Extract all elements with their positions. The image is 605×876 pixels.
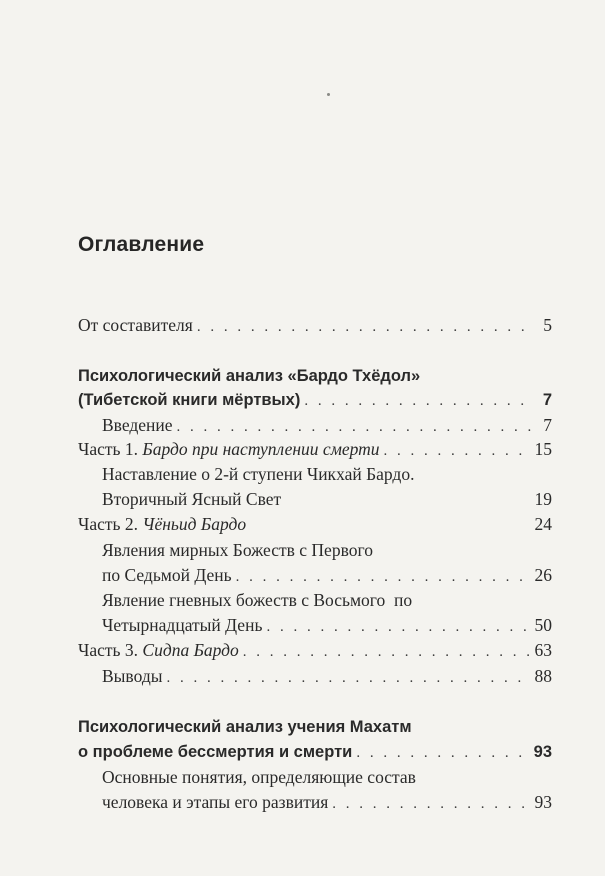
toc-entry-title [78,511,246,537]
toc-section-title: Психологический анализ учения Махатм [78,718,412,736]
toc-entry-chikhai-instruction-cont[interactable] [102,486,552,512]
toc-entry-chikhai-instruction[interactable] [102,461,552,487]
toc-entry-title [78,436,380,462]
page-dot [327,93,330,96]
toc-part-prefix: Часть 1. [78,439,143,459]
toc-entry-conclusions[interactable] [102,663,552,689]
toc-entry-part-2[interactable] [78,511,552,537]
toc-entry-mahatma-teaching[interactable] [78,714,552,740]
toc-part-italic-title: Бардо при наступлении смерти [142,439,380,459]
toc-page-number: 7 [542,391,552,409]
toc-entry-bardo-thodol-cont[interactable] [78,387,552,413]
toc-entry-title: Четырнадцатый День [102,615,263,635]
toc-page-number: 24 [534,514,552,534]
toc-page-number: 19 [534,489,552,509]
toc-entry-part-1[interactable] [78,436,552,462]
toc-page-number: 7 [543,415,552,435]
toc-entry-wrathful-deities[interactable] [102,587,552,613]
toc-entry-title: Явления мирных Божеств с Первого [102,540,373,560]
toc-entry-introduction[interactable] [102,412,552,438]
toc-part-prefix: Часть 2. [78,514,143,534]
toc-entry-basic-concepts-cont[interactable] [102,789,552,815]
toc-section-title: Психологический анализ «Бардо Тхёдол» [78,367,421,385]
toc-part-italic-title: Сидпа Бардо [142,640,239,660]
toc-page-number: 93 [533,743,552,761]
toc-entry-title: человека и этапы его развития [102,792,329,812]
toc-page-number: 15 [534,439,552,459]
toc-page-number: 93 [534,792,552,812]
toc-entry-title: Вторичный Ясный Свет [102,489,282,509]
toc-entry-basic-concepts[interactable] [102,764,552,790]
dot-leader [356,740,529,766]
toc-page-number: 50 [534,615,552,635]
toc-entry-title: Явление гневных божеств с Восьмого по [102,590,413,610]
toc-entry-title: Выводы [102,666,163,686]
toc-part-italic-title: Чёньид Бардо [142,514,247,534]
toc-entry-bardo-thodol[interactable] [78,363,552,389]
toc-entry-peaceful-deities[interactable] [102,537,552,563]
toc-page-number: 63 [534,640,552,660]
toc-entry-part-3[interactable] [78,637,552,663]
toc-page-number: 26 [534,565,552,585]
toc-section-title: (Тибетской книги мёртвых) [78,391,301,409]
toc-entry-title: Введение [102,415,173,435]
toc-entry-title [78,637,239,663]
toc-part-prefix: Часть 3. [78,640,143,660]
toc-entry-wrathful-deities-cont[interactable] [102,612,552,638]
dot-leader [243,639,531,665]
toc-entry-title: Основные понятия, определяющие состав [102,767,416,787]
toc-section-title: о проблеме бессмертия и смерти [78,743,353,761]
dot-leader [197,314,534,340]
dot-leader [304,388,534,414]
toc-entry-peaceful-deities-cont[interactable] [102,562,552,588]
toc-heading: Оглавление [78,233,205,256]
dot-leader [332,791,530,817]
dot-leader [166,665,530,691]
toc-entry-mahatma-teaching-cont[interactable] [78,739,552,765]
toc-entry-from-compiler[interactable] [78,312,552,338]
toc-entry-title: по Седьмой День [102,565,232,585]
toc-entry-title: От составителя [78,315,193,335]
toc-entry-title: Наставление о 2-й ступени Чикхай Бардо. [102,464,415,484]
toc-page-number: 5 [543,315,552,335]
toc-page-number: 88 [534,666,552,686]
